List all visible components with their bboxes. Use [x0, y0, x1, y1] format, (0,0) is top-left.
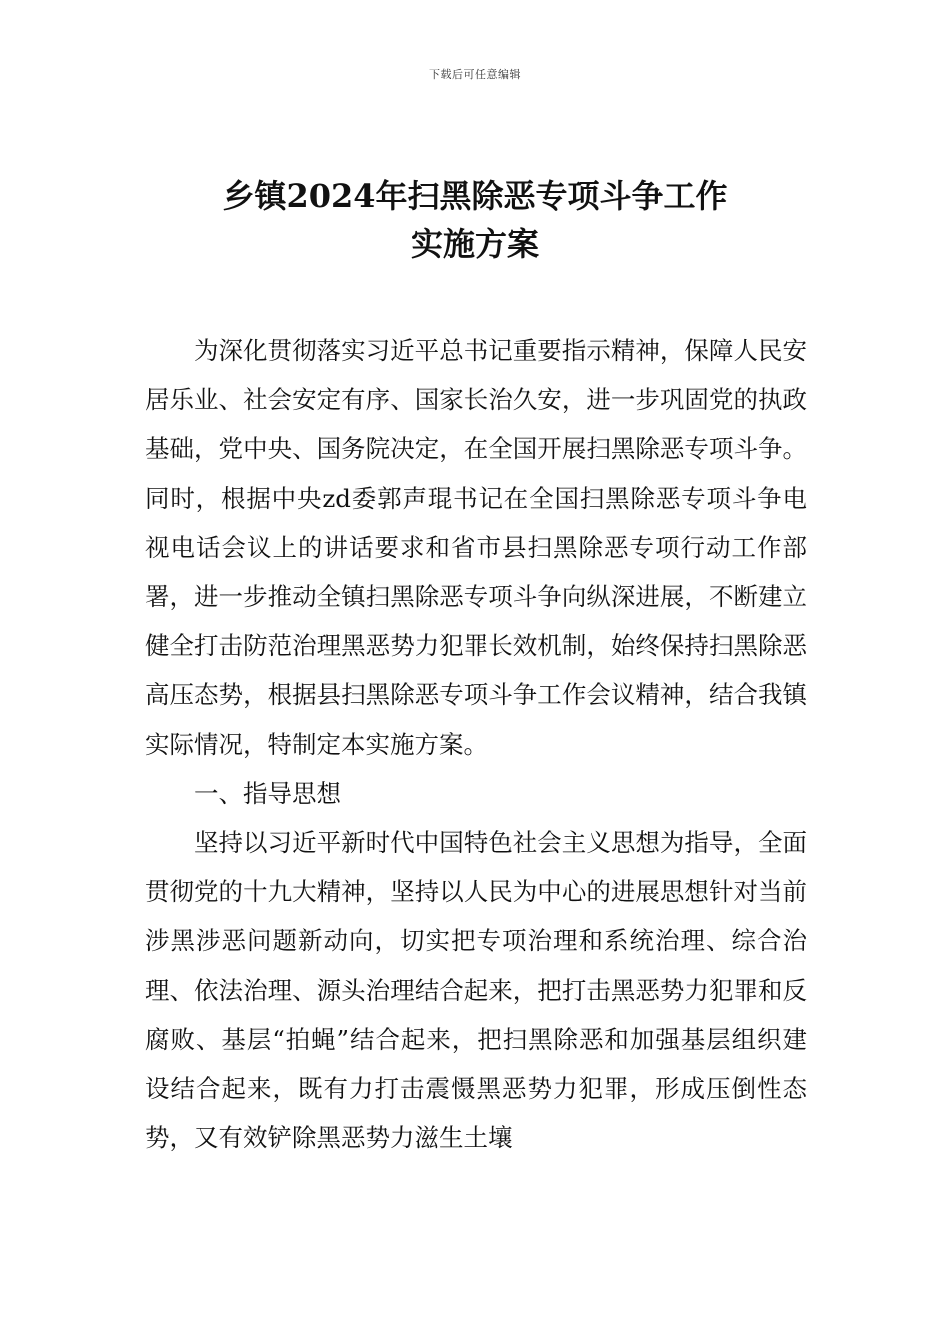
document-body: [145, 326, 807, 1162]
title-line-2: 实施方案: [410, 225, 539, 263]
section-heading-guiding-ideology: 一、指导思想: [194, 778, 341, 808]
document-title: [0, 172, 950, 268]
title-line-1: 乡镇2024年扫黑除恶专项斗争工作: [222, 177, 728, 215]
section-paragraph-guiding-ideology: 坚持以习近平新时代中国特色社会主义思想为指导，全面贯彻党的十九大精神，坚持以人民为中心的进展思想针对当前涉黑涉恶问题新动向，切实把专项治理和系统治理、综合治理、依法治理、源头治理结合起来，把打击黑恶势力犯罪和反腐败、基层“拍蝇”结合起来，把扫黑除恶和加强基层组织建设结合起来，既有力打击震慑黑恶势力犯罪，形成压倒性态势，又有效铲除黑恶势力滋生土壤: [145, 828, 807, 1153]
intro-paragraph: 为深化贯彻落实习近平总书记重要指示精神，保障人民安居乐业、社会安定有序、国家长治久安，进一步巩固党的执政基础，党中央、国务院决定，在全国开展扫黑除恶专项斗争。同时，根据中央zd委郭声琨书记在全国扫黑除恶专项斗争电视电话会议上的讲话要求和省市县扫黑除恶专项行动工作部署，进一步推动全镇扫黑除恶专项斗争向纵深进展，不断建立健全打击防范治理黑恶势力犯罪长效机制，始终保持扫黑除恶高压态势，根据县扫黑除恶专项斗争工作会议精神，结合我镇实际情况，特制定本实施方案。: [145, 336, 807, 759]
header-note: 下载后可任意编辑: [429, 68, 521, 81]
